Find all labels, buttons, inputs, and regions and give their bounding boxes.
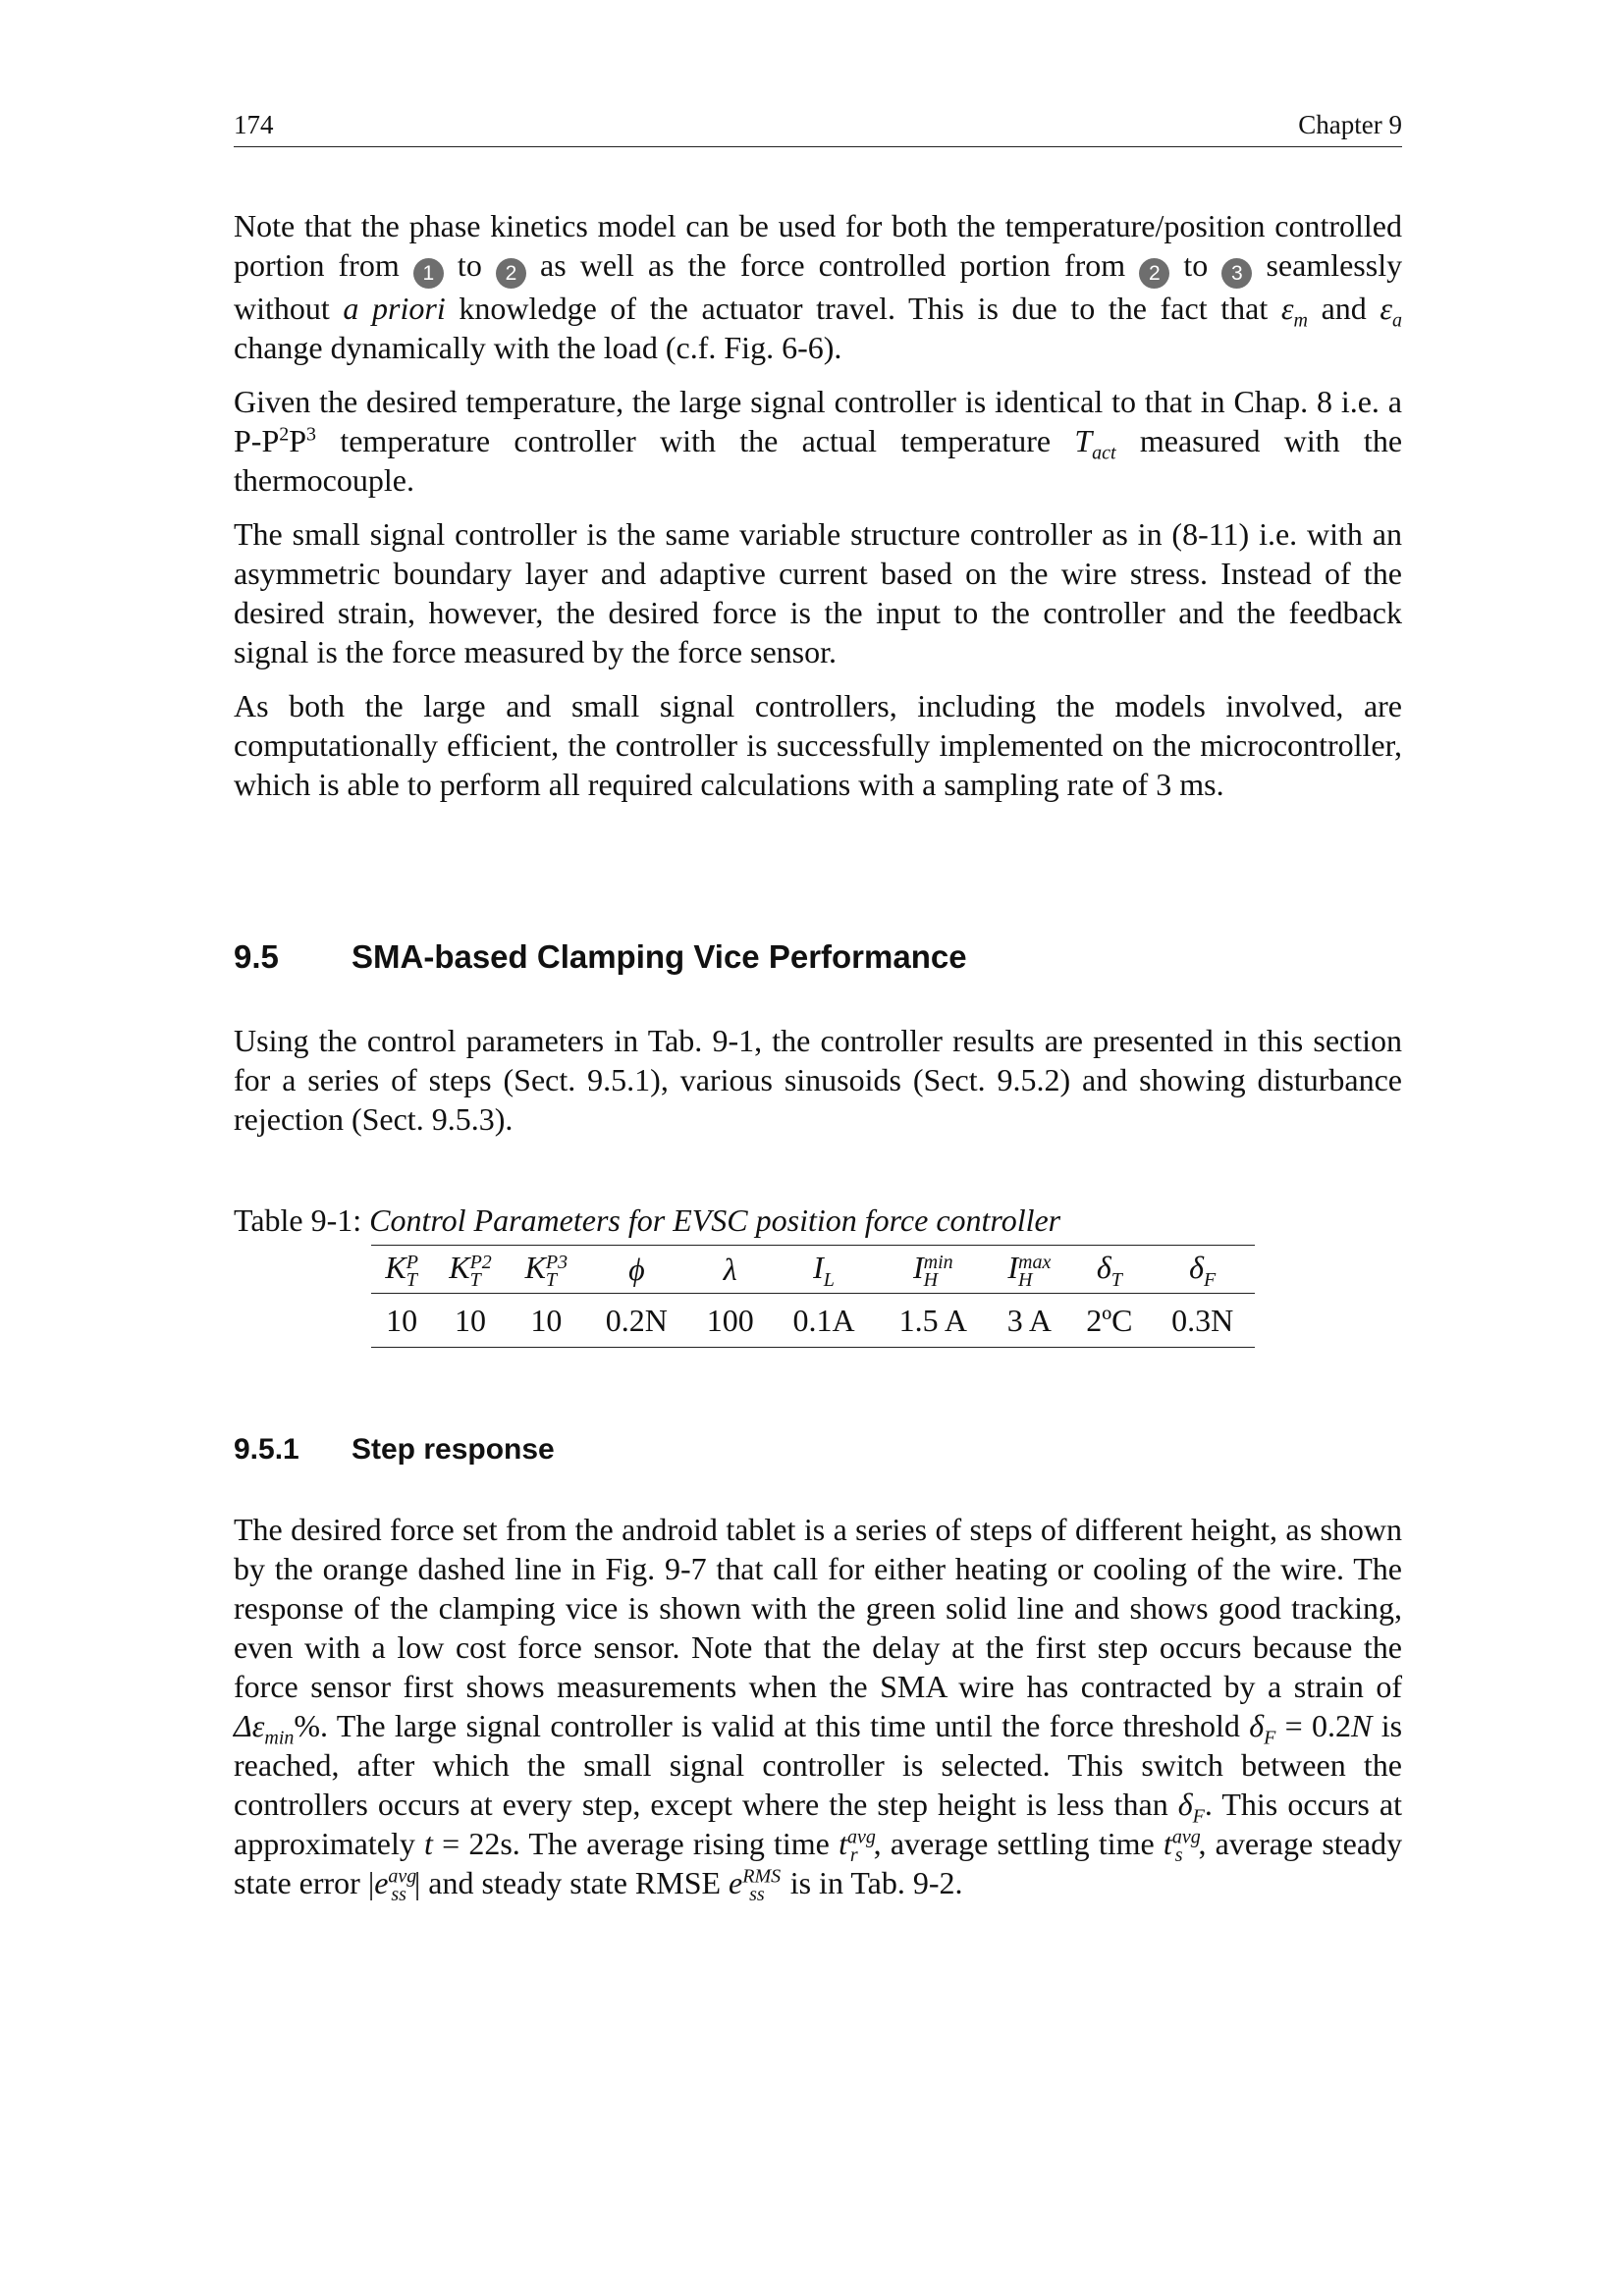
table-header-cell: δ F	[1150, 1246, 1255, 1294]
intro-text	[234, 206, 1402, 804]
control-parameters-table	[371, 1245, 1255, 1348]
paragraph-phase-kinetics: Note that the phase kinetics model can be used for both the temperature/position controlled portion from 1 to 2 as well as the force controlled portion from 2 to 3 seamlessly without a priori knowledge of the actuator travel. This is due to the fact that $\varepsilon_m$ and $\varepsilon_a$ change dynamically with the load (c.f. Fig. 6-6).	[234, 208, 1403, 365]
chapter-label: Chapter 9	[1298, 110, 1402, 139]
paragraph-small-signal: The small signal controller is the same variable structure controller as in (8-11) i.e. with an asymmetric boundary layer and adaptive current based on the wire stress. Instead of the desired strain, however, the desired force is the input to the controller and the feedback signal is the force measured by the force sensor.	[234, 516, 1402, 669]
paragraph-efficiency: As both the large and small signal controllers, including the models involved, are computationally efficient, the controller is successfully implemented on the microcontroller, which is able to perform all required calculations with a sampling rate of 3 ms.	[234, 688, 1402, 802]
paragraph-large-signal: Given the desired temperature, the large signal controller is identical to that in Chap. 8 i.e. a $P-P^2P^3$ temperature controller with the actual temperature $T_{act}$ measured with the thermocouple.	[234, 384, 1403, 498]
marker-3-icon: 3	[1221, 258, 1252, 289]
paragraph-section-9-5: Using the control parameters in Tab. 9-1, the controller results are presented in this section for a series of steps (Sect. 9.5.1), various sinusoids (Sect. 9.5.2) and showing disturbance rejection (Sect. 9.5.3).	[234, 1023, 1402, 1137]
table-cell: 10	[530, 1302, 563, 1338]
table-header-cell: ϕ	[584, 1246, 689, 1294]
table-cell: 1.5 A	[898, 1302, 968, 1338]
table-header-cell: K P2 T	[432, 1246, 508, 1294]
marker-1-icon: 1	[413, 258, 444, 289]
table-cell: 3 A	[1006, 1302, 1053, 1338]
table-cell: 0.3N	[1171, 1302, 1234, 1338]
table-header-row	[371, 1246, 1255, 1294]
table-header-cell: λ	[689, 1246, 772, 1294]
marker-2-icon: 2	[496, 258, 526, 289]
table-header-cell: I L	[772, 1246, 877, 1294]
table-header-cell: I max H	[990, 1246, 1068, 1294]
table-cell: 10	[455, 1302, 487, 1338]
page-header	[234, 110, 1402, 147]
section-heading-9-5: 9.5 SMA-based Clamping Vice Performance	[234, 938, 967, 975]
table-header-cell: K P T	[371, 1246, 432, 1294]
table-cell: 0.2N	[605, 1302, 668, 1338]
page-number: 174	[234, 110, 274, 139]
table-cell: 2ºC	[1086, 1302, 1133, 1338]
paragraph-step-response: The desired force set from the android tablet is a series of steps of different height, as shown by the orange dashed line in Fig. 9-7 that call for either heating or cooling of the wire. The response of the clamping vice is shown with the green solid line and shows good tracking, even with a low cost force sensor. Note that the delay at the first step occurs because the force sensor first shows measurements when the SMA wire has contracted by a strain of $\Delta\varepsilon_{min}\%$. The large signal controller is valid at this time until the force threshold $\delta_F = 0.2N$ is reached, after which the small signal controller is selected. This switch between the controllers occurs at every step, except where the step height is less than $\delta_F$. This occurs at approximately t = 22s. The average rising time $t^{avg}_r$ , average settling time $t^{avg}_s$ , average steady state error $|e^{avg}_{ss}$ | and steady state RMSE $e^{RMS}_{ss}$ is in Tab. 9-2.	[234, 1512, 1403, 1906]
table-cell: 10	[386, 1302, 418, 1338]
table-header-cell: K P3 T	[509, 1246, 584, 1294]
table-cell: 0.1A	[792, 1302, 855, 1338]
section-9-5-text	[234, 1021, 1402, 1139]
section-9-5-1-text	[234, 1510, 1403, 1906]
section-heading-9-5-1: 9.5.1 Step response	[234, 1433, 555, 1466]
marker-2-icon: 2	[1139, 258, 1169, 289]
table-row	[371, 1294, 1255, 1348]
table-cell: 100	[706, 1302, 754, 1338]
table-header-cell: δ T	[1068, 1246, 1150, 1294]
table-caption: Table 9-1: Control Parameters for EVSC position force controller	[234, 1202, 1061, 1238]
table-header-cell: I min H	[876, 1246, 990, 1294]
